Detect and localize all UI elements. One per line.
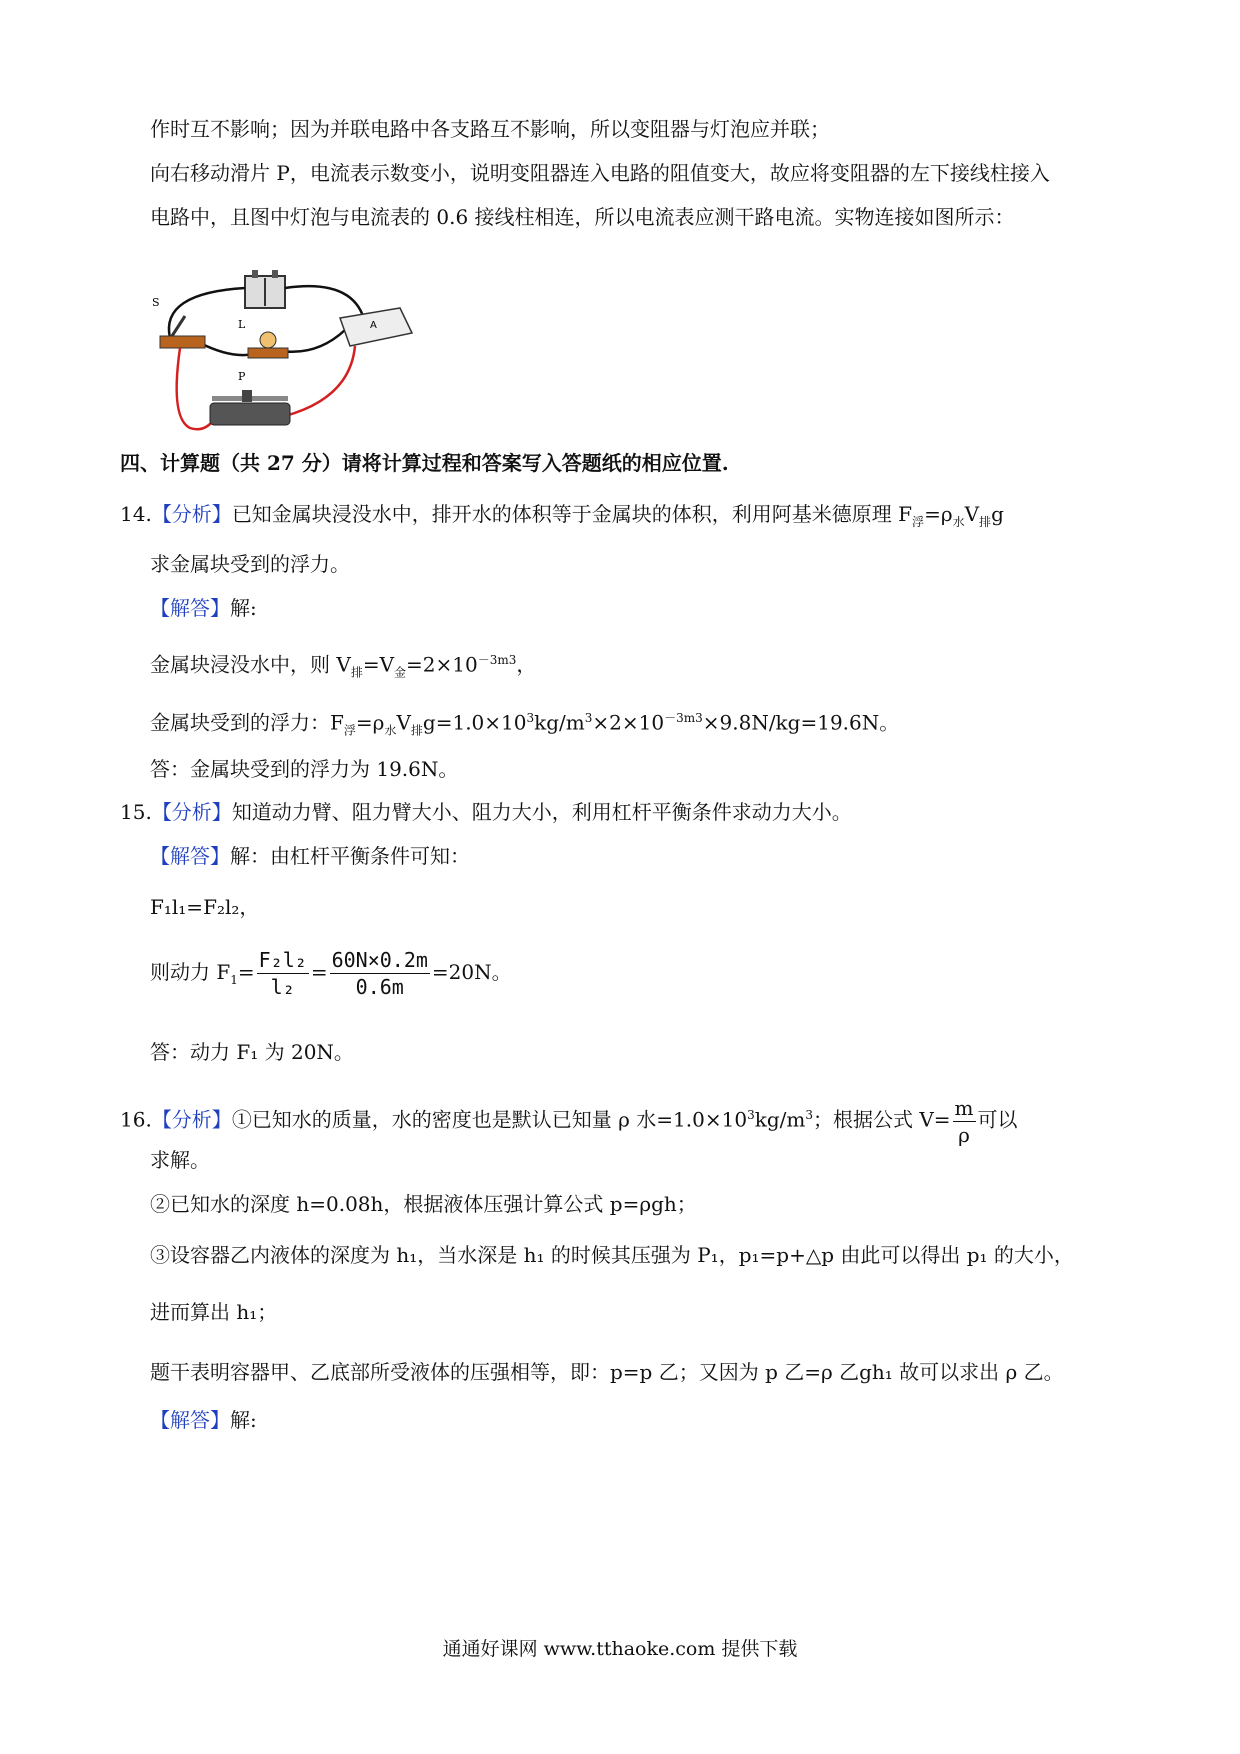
q16-frac-num: m <box>954 1095 974 1120</box>
q16-frac <box>953 1095 976 1148</box>
q16-number: 16. <box>120 1107 152 1132</box>
q15-frac2 <box>330 947 430 1000</box>
intro-line-2: 向右移动滑片 P，电流表示数变小，说明变阻器连入电路的阻值变大，故应将变阻器的左下接线柱接入 <box>150 161 1050 185</box>
lamp-icon <box>248 348 288 358</box>
switch-icon <box>160 336 205 348</box>
q15-answer-text: 解：由杠杆平衡条件可知： <box>230 844 470 868</box>
intro-line-1: 作时互不影响；因为并联电路中各支路互不影响，所以变阻器与灯泡应并联； <box>150 117 830 141</box>
q14-step2-exp3: 3 <box>526 711 535 725</box>
intro-line-3: 电路中，且图中灯泡与电流表的 0.6 接线柱相连，所以电流表应测干路电流。实物连接如图所示： <box>150 205 1015 229</box>
q14-step2-f: ×2×10 <box>592 710 665 735</box>
q14-step2-exp: －3m3 <box>664 711 703 725</box>
q14-analysis-tag: 【分析】 <box>151 502 232 526</box>
q14-step1-b: =V <box>362 652 395 677</box>
q14-step1-a: 金属块浸没水中，则 V <box>150 652 351 677</box>
q14-step1 <box>150 648 536 685</box>
q15-frac2-num: 60N×0.2m <box>331 948 428 972</box>
q14-step1-d: ， <box>516 652 537 677</box>
q14-step2-b: =ρ <box>355 710 385 735</box>
q16-a1-b: kg/m <box>754 1107 806 1132</box>
q16-a1-exp2: 3 <box>805 1108 813 1122</box>
section-title: 四、计算题（共 27 分）请将计算过程和答案写入答题纸的相应位置. <box>120 451 729 475</box>
q14-answer-tag: 【解答】 <box>150 596 230 620</box>
q15-frac1-num: F₂l₂ <box>258 948 307 972</box>
q15-final: 答：动力 F₁ 为 20N。 <box>150 1040 354 1064</box>
footer: 通通好课网 www.tthaoke.com 提供下载 <box>442 1638 798 1660</box>
q15-analysis-tag: 【分析】 <box>151 800 232 824</box>
q14-step1-exp: －3m3 <box>477 653 517 667</box>
circuit-diagram <box>150 268 430 478</box>
q14-analysis-text: 已知金属块浸没水中，排开水的体积等于金属块的体积，利用阿基米德原理 F <box>231 502 913 526</box>
q14-eq: =ρ <box>924 502 953 526</box>
q14-step2-c: V <box>396 710 411 735</box>
q16-analysis-tag: 【分析】 <box>151 1107 232 1132</box>
q16-a3-line2: 进而算出 h₁； <box>150 1300 278 1324</box>
q14-g: g <box>991 502 1004 526</box>
q15-step: 则动力 $F_1=$ $\frac{\text{F₂l₂}}{\text{l₂}}$ = $\frac{60N\times 0.2m}{0.6m}$ =20N。 <box>150 948 512 999</box>
q16-analysis-line2: 求解。 <box>150 1148 210 1172</box>
q16-a1-exp: 3 <box>747 1108 755 1122</box>
q14-step1-sub-pai: 排 <box>350 665 363 680</box>
q16-a4: 题干表明容器甲、乙底部所受液体的压强相等，即：p=p 乙；又因为 p 乙=ρ 乙gh₁ 故可以求出 ρ 乙。 <box>150 1360 1064 1384</box>
q15-number: 15. <box>120 800 152 824</box>
q16-a1-c: ；根据公式 V= <box>812 1107 951 1132</box>
q15-result: =20N。 <box>431 960 512 984</box>
q14-answer-label: 解: <box>230 596 257 620</box>
q14-step1-c: =2×10 <box>406 652 478 677</box>
q14-step2-a: 金属块受到的浮力：F <box>150 710 344 735</box>
q15-step-sub: 1 <box>230 973 238 987</box>
q14-sub-pai: 排 <box>979 515 992 529</box>
q15-frac1-den: l₂ <box>270 975 295 999</box>
q14-sub-fu: 浮 <box>912 515 925 529</box>
q16-a1-d: 可以 <box>977 1107 1018 1132</box>
q14-step2 <box>150 706 899 743</box>
q16-answer-head <box>150 1408 257 1432</box>
q15-analysis <box>120 800 852 824</box>
label-a: A <box>370 320 377 331</box>
q16-frac-den: ρ <box>958 1122 970 1147</box>
label-l: L <box>238 318 246 331</box>
q15-frac2-den: 0.6m <box>355 975 404 999</box>
q15-frac1 <box>257 947 309 1000</box>
q16-answer-label: 解: <box>230 1408 257 1432</box>
q16-a3: ③设容器乙内液体的深度为 h₁，当水深是 h₁ 的时候其压强为 P₁，p₁=p+△p 由此可以得出 p₁ 的大小， <box>150 1243 1074 1267</box>
q14-step2-sub-fu: 浮 <box>343 723 356 738</box>
q15-answer <box>150 844 470 868</box>
q14-step2-sub-shui: 水 <box>384 723 397 738</box>
label-s: S <box>152 296 160 309</box>
q14-step2-e: kg/m <box>534 710 585 735</box>
q16-a2: ②已知水的深度 h=0.08h，根据液体压强计算公式 p=ρgh； <box>150 1192 697 1216</box>
q15-step-prefix: 则动力 F <box>150 960 231 984</box>
q15-answer-tag: 【解答】 <box>150 844 230 868</box>
q14-v: V <box>964 502 980 526</box>
q16-analysis <box>120 1085 1018 1150</box>
q14-step2-sub-pai: 排 <box>410 723 423 738</box>
q14-sub-shui: 水 <box>952 515 965 529</box>
q14-step2-exp3b: 3 <box>584 711 593 725</box>
q14-step2-g: ×9.8N/kg=19.6N。 <box>702 710 900 735</box>
q14-step2-d: g=1.0×10 <box>422 710 527 735</box>
q15-analysis-text: 知道动力臂、阻力臂大小、阻力大小，利用杠杆平衡条件求动力大小。 <box>231 800 852 824</box>
q15-formula: F₁l₁=F₂l₂， <box>150 895 260 919</box>
q16-a1: ①已知水的质量，水的密度也是默认已知量 ρ 水=1.0×10 <box>231 1107 748 1132</box>
q14-answer-head <box>150 596 257 620</box>
q16-answer-tag: 【解答】 <box>150 1408 230 1432</box>
label-p: P <box>238 370 246 383</box>
q14-analysis <box>120 502 1004 534</box>
q14-analysis-line2: 求金属块受到的浮力。 <box>150 552 350 576</box>
q14-step1-sub-jin: 金 <box>394 665 407 680</box>
q14-final: 答：金属块受到的浮力为 19.6N。 <box>150 757 459 781</box>
rheostat-icon <box>210 403 290 425</box>
q14-number: 14. <box>120 502 152 526</box>
